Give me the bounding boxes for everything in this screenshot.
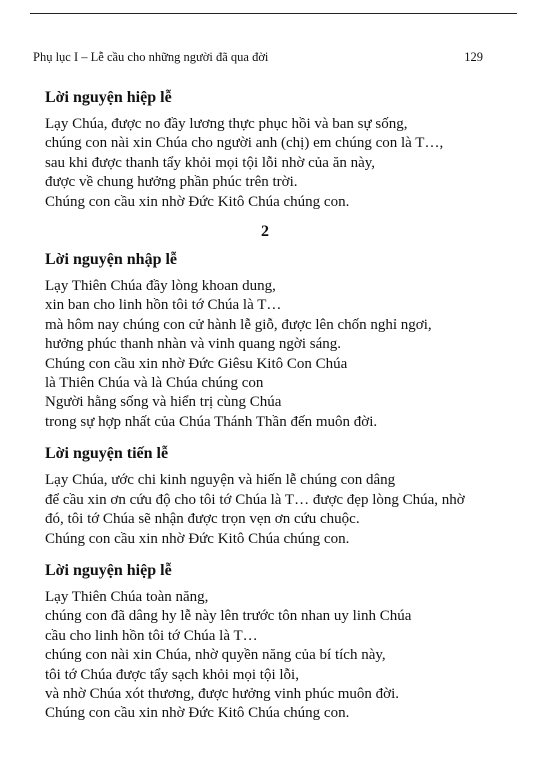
section-opening-prayer: [45, 250, 485, 432]
section-communion-prayer-2: [45, 561, 485, 724]
text-line: tôi tớ Chúa được tẩy sạch khỏi mọi tội lỗi,: [45, 666, 299, 683]
text-line: chúng con nài xin Chúa, nhờ quyền năng của bí tích này,: [45, 647, 386, 664]
text-line: được về chung hưởng phần phúc trên trời.: [45, 174, 298, 191]
text-line: là Thiên Chúa và là Chúa chúng con: [45, 375, 264, 392]
text-line: hưởng phúc thanh nhàn và vinh quang ngời sáng.: [45, 336, 342, 353]
text-line: mà hôm nay chúng con cử hành lễ giỗ, được lên chốn nghỉ ngơi,: [45, 316, 432, 333]
text-line: Lạy Chúa, được no đầy lương thực phục hồi và ban sự sống,: [45, 116, 408, 132]
text-line: Chúng con cầu xin nhờ Đức Giêsu Kitô Con Chúa: [45, 355, 348, 372]
text-line: Lạy Thiên Chúa toàn năng,: [45, 588, 209, 605]
text-line: để cầu xin ơn cứu độ cho tôi tớ Chúa là T… được đẹp lòng Chúa, nhờ: [45, 491, 465, 508]
text-line: Lạy Thiên Chúa đầy lòng khoan dung,: [45, 278, 276, 295]
top-rule: [30, 13, 517, 14]
text-line: trong sự hợp nhất của Chúa Thánh Thần đến muôn đời.: [45, 413, 378, 430]
text-line: xin ban cho linh hồn tôi tớ Chúa là T…: [45, 297, 282, 314]
text-line: chúng con nài xin Chúa cho người anh (chị) em chúng con là T…,: [45, 135, 444, 152]
text-line: Chúng con cầu xin nhờ Đức Kitô Chúa chúng con.: [45, 193, 350, 210]
text-line: chúng con đã dâng hy lễ này lên trước tôn nhan uy linh Chúa: [45, 608, 412, 625]
page-number: 129: [464, 50, 483, 64]
text-line: Người hằng sống và hiển trị cùng Chúa: [45, 394, 282, 411]
section-heading: Lời nguyện hiệp lễ: [45, 561, 172, 579]
text-line: và nhờ Chúa xót thương, được hưởng vinh phúc muôn đời.: [45, 685, 400, 702]
section-communion-prayer-1: [45, 88, 485, 212]
text-line: Chúng con cầu xin nhờ Đức Kitô Chúa chúng con.: [45, 530, 350, 547]
text-line: Chúng con cầu xin nhờ Đức Kitô Chúa chúng con.: [45, 705, 350, 722]
text-line: Lạy Chúa, ước chi kinh nguyện và hiến lễ chúng con dâng: [45, 472, 396, 489]
section-offertory-prayer: [45, 444, 485, 549]
header-title: Phụ lục I – Lễ cầu cho những người đã qua đời: [33, 50, 269, 64]
page-content: [45, 88, 485, 736]
text-line: sau khi được thanh tẩy khỏi mọi tội lỗi nhờ của ăn này,: [45, 154, 376, 171]
section-heading: Lời nguyện hiệp lễ: [45, 89, 172, 106]
section-heading: Lời nguyện tiến lễ: [45, 445, 169, 463]
text-line: đó, tôi tớ Chúa sẽ nhận được trọn vẹn ơn cứu chuộc.: [45, 511, 360, 528]
section-heading: Lời nguyện nhập lễ: [45, 251, 178, 269]
section-number: 2: [261, 223, 269, 241]
text-line: cầu cho linh hồn tôi tớ Chúa là T…: [45, 627, 258, 644]
